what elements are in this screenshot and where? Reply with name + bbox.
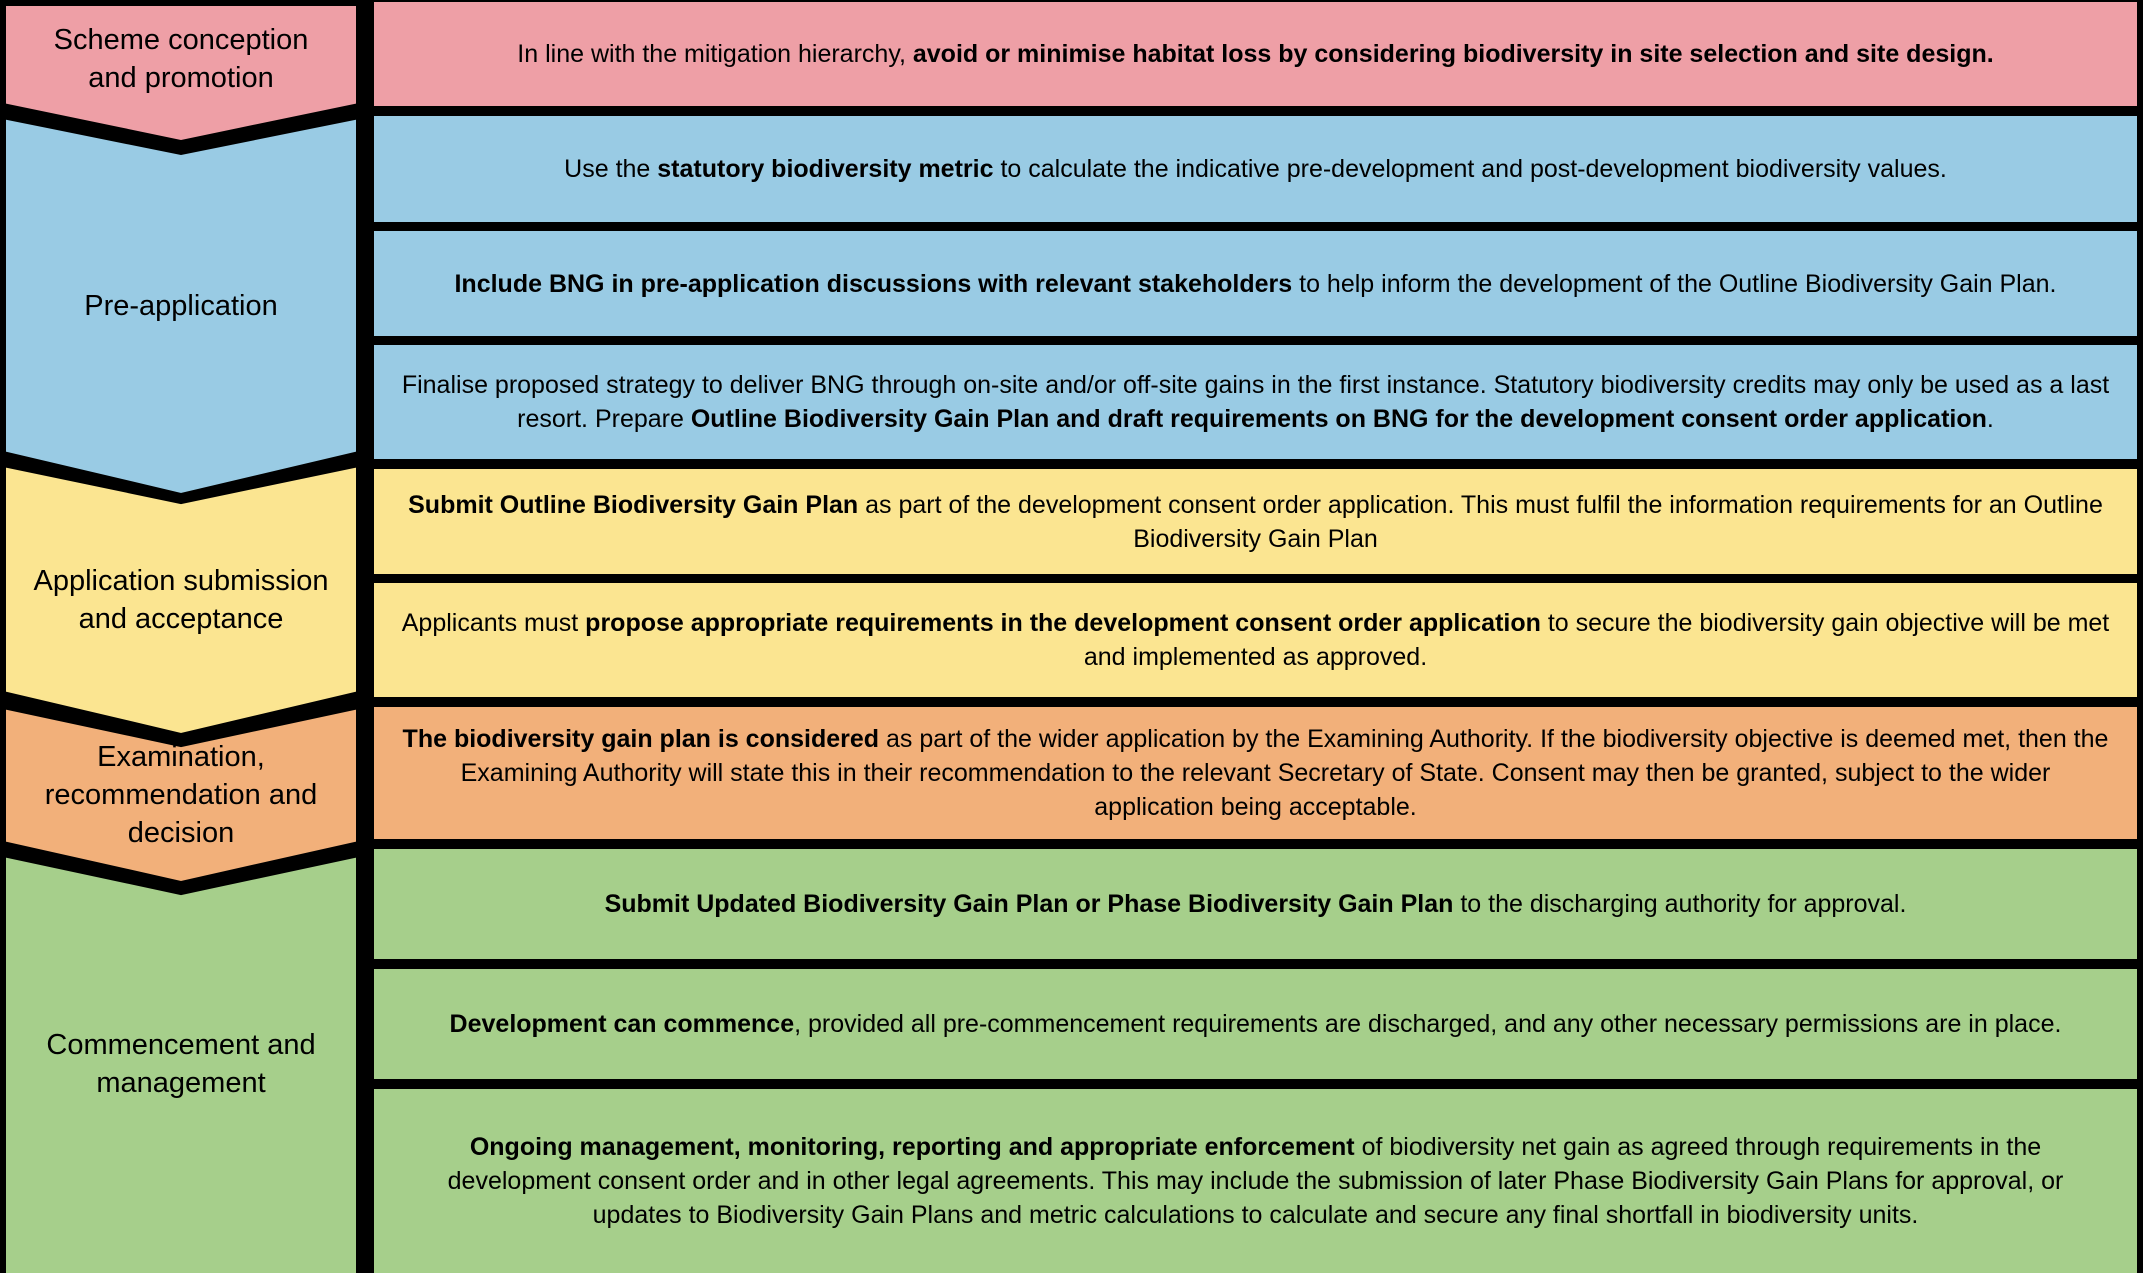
step-ongoing-management [374, 1089, 2137, 1273]
step-plan-considered [374, 707, 2137, 839]
step-development-commence-text: Development can commence, provided all pre-commencement requirements are discharged, and any other necessary permissions are in place. [449, 1010, 2062, 1038]
step-submit-updated-plan [374, 849, 2137, 959]
step-statutory-metric-text: Use the statutory biodiversity metric to calculate the indicative pre-development and post-development biodiversity values. [564, 155, 1947, 183]
stage-label-application-submission: Application submission and acceptance [33, 565, 329, 635]
step-ongoing-management-text: Ongoing management, monitoring, reporting and appropriate enforcement of biodiversity net gain as agreed through requirements in the development consent order and in other legal agreements. This may include the submission of later Phase Biodiversity Gain Plans for approval, or updates to Biodiversity Gain Plans and metric calculations to calculate and secure any final shortfall in biodiversity units. [447, 1133, 2064, 1229]
step-plan-considered-text: The biodiversity gain plan is considered as part of the wider application by the Examining Authority. If the biodiversity objective is deemed met, then the Examining Authority will state this in their recommendation to the relevant Secretary of State. Consent may then be granted, subject to the wider application being acceptable. [402, 725, 2109, 821]
step-propose-requirements [374, 583, 2137, 697]
step-statutory-metric [374, 116, 2137, 222]
step-propose-requirements-text: Applicants must propose appropriate requirements in the development consent order application to secure the biodiversity gain objective will be met and implemented as approved. [401, 609, 2110, 671]
stage-label-scheme-conception: Scheme conception and promotion [53, 24, 309, 94]
step-submit-outline-plan [374, 469, 2137, 574]
step-avoid-habitat-loss-text: In line with the mitigation hierarchy, avoid or minimise habitat loss by considering biodiversity in site selection and site design. [517, 40, 1994, 68]
step-pre-application-discussions [374, 231, 2137, 336]
step-submit-updated-plan-text: Submit Updated Biodiversity Gain Plan or Phase Biodiversity Gain Plan to the discharging authority for approval. [604, 890, 1907, 918]
stage-label-examination: Examination, recommendation and decision [44, 741, 318, 849]
step-avoid-habitat-loss [374, 2, 2137, 106]
step-pre-application-discussions-text: Include BNG in pre-application discussions with relevant stakeholders to help inform the development of the Outline Biodiversity Gain Plan. [454, 269, 2057, 298]
step-finalise-strategy [374, 345, 2137, 459]
step-development-commence [374, 969, 2137, 1079]
stage-label-commencement: Commencement and management [46, 1028, 316, 1099]
step-submit-outline-plan-text: Submit Outline Biodiversity Gain Plan as part of the development consent order application. This must fulfil the information requirements for an Outline Biodiversity Gain Plan [408, 490, 2103, 553]
stage-label-pre-application: Pre-application [84, 290, 278, 322]
step-finalise-strategy-text: Finalise proposed strategy to deliver BNG through on-site and/or off-site gains in the first instance. Statutory biodiversity credits may only be used as a last resort. Prepare Outline Biodiversity Gain Plan and draft requirements on BNG for the development consent order application. [401, 371, 2110, 433]
